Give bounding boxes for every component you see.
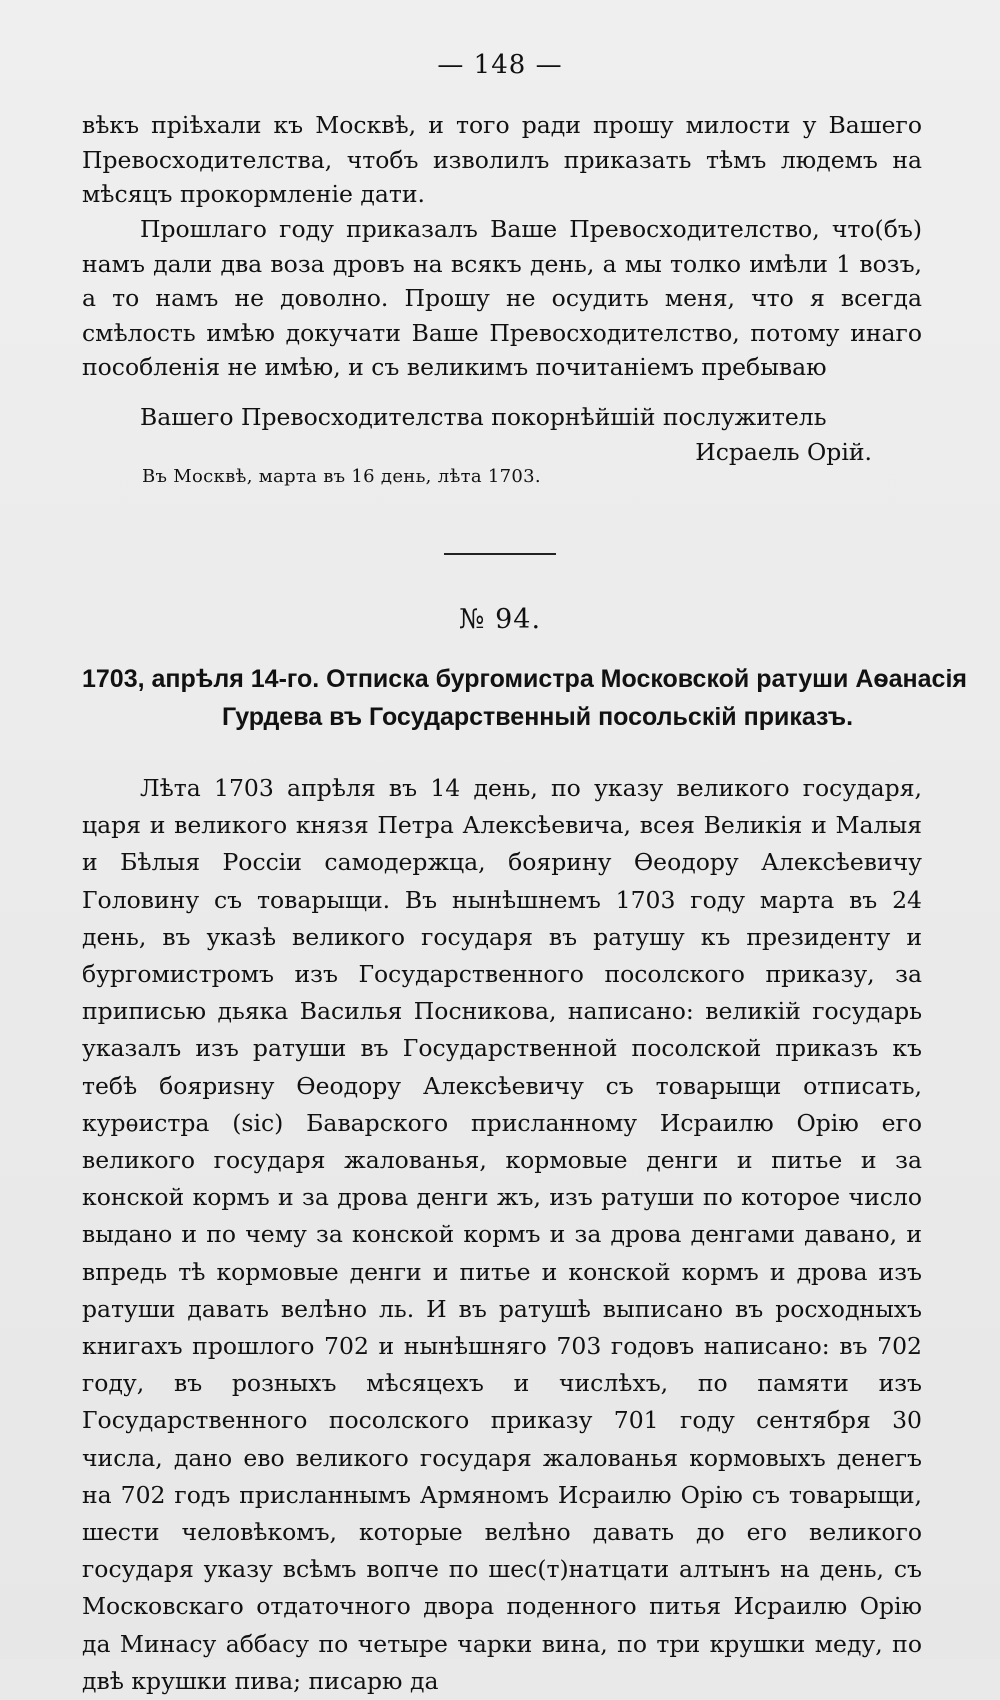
heading-line-1: 1703, апрѣля 14-го. Отписка бургомистра Московской ратуши Аѳанасія [82, 665, 967, 693]
heading-line-2: Гурдева въ Государственный посольскій приказъ. [222, 703, 854, 731]
document-heading [82, 660, 967, 736]
page-number: — 148 — [437, 50, 563, 80]
letter-closing [82, 400, 922, 469]
dateline: Въ Москвѣ, марта въ 16 день, лѣта 1703. [142, 466, 541, 487]
closing-line: Вашего Превосходителства покорнѣйшій послужитель [140, 403, 827, 431]
section-divider [444, 553, 556, 555]
document-body: Лѣта 1703 апрѣля въ 14 день, по указу великого государя, царя и великого князя Петра Алексѣевича, всея Великія и Малыя и Бѣлыя Россіи самодержца, боярину Ѳеодору Алексѣевичу Головину съ товарыщи. Въ нынѣшнемъ 1703 году марта въ 24 день, въ указѣ великого государя въ ратушу къ президенту и бургомистромъ изъ Государственного посолского приказу, за приписью дьяка Василья Посникова, написано: великій государь указалъ изъ ратуши въ Государственной посолской приказъ къ тебѣ бояриsну Ѳеодору Алексѣевичу съ товарыщи отписать, курѳистра (sic) Баварского присланному Исраилю Орію его великого государя жалованья, кормовые денги и питье и за конской кормъ и за дрова денги жъ, изъ ратуши по которое число выдано и по чему за конской кормъ и за дрова денгами давано, и впредь тѣ кормовые денги и питье и конской кормъ и дрова изъ ратуши давать велѣно ль. И въ ратушѣ выписано въ росходныхъ книгахъ прошлого 702 и нынѣшняго 703 годовъ написано: въ 702 году, въ розныхъ мѣсяцехъ и числѣхъ, по памяти изъ Государственного посолского приказу 701 году сентября 30 числа, дано ево великого государя жалованья кормовыхъ денегъ на 702 годъ присланнымъ Армяномъ Исраилю Орію съ товарыщи, шести человѣкомъ, которые велѣно давать до его великого государя указу всѣмъ вопче по шес(т)натцати алтынъ на день, съ Московскаго отдаточного двора поденного питья Исраилю Орію да Минасу аббасу по четыре чарки вина, по три крушки меду, по двѣ крушки пива; писарю да [82, 774, 922, 1695]
paragraph-2: Прошлаго году приказалъ Ваше Превосходителство, что(бъ) намъ дали два воза дровъ на всякъ день, а мы толко имѣли 1 возъ, а то намъ не доволно. Прошу не осудить меня, что я всегда смѣлость имѣю докучати Ваше Превосходителство, потому инаго пособленія не имѣю, и съ великимъ почитаніемъ пребываю [82, 215, 922, 381]
signature: Исраель Орій. [695, 437, 872, 466]
document-number: № 94. [458, 604, 542, 635]
paragraph-1: вѣкъ пріѣхали къ Москвѣ, и того ради прошу милости у Вашего Превосходителства, чтобъ изволилъ приказать тѣмъ людемъ на мѣсяцъ прокормленіе дати. [82, 111, 922, 208]
